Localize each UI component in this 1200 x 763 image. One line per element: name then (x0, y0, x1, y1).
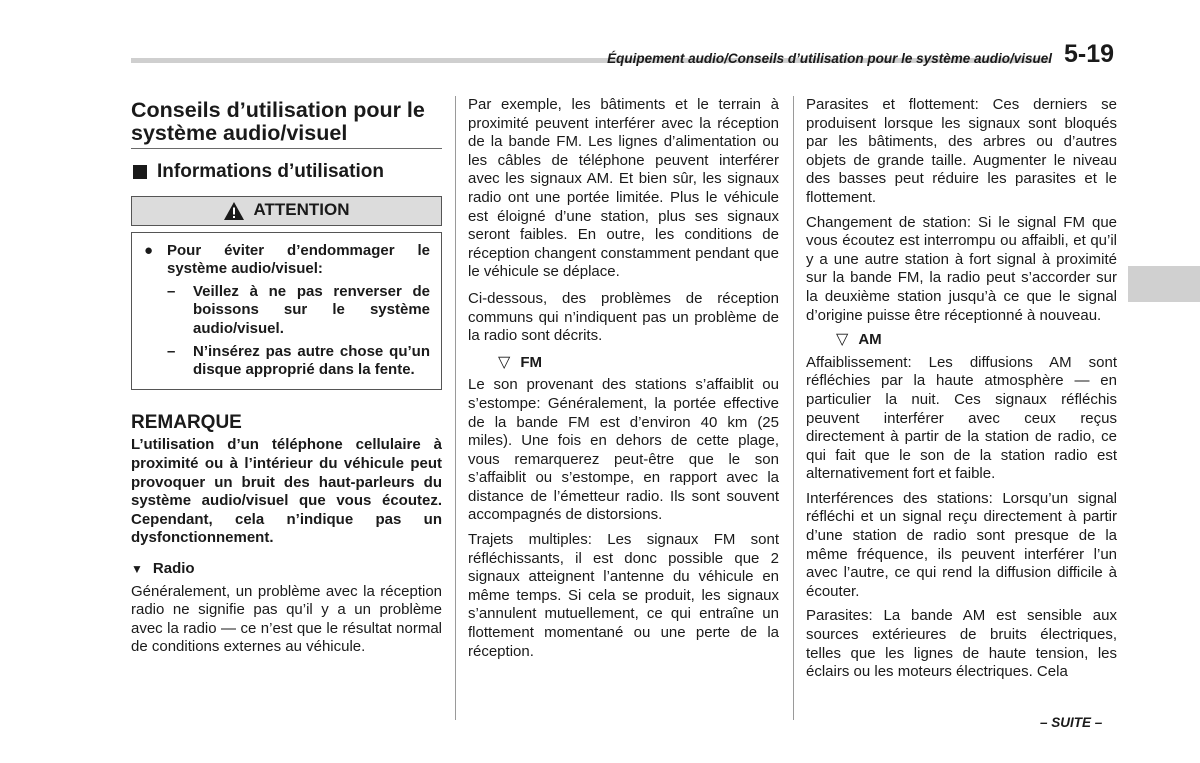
subsection-heading (131, 163, 442, 182)
column-3 (806, 96, 1117, 688)
triangle-outline-icon: ▽ (836, 331, 849, 349)
column-divider (455, 96, 456, 720)
am-heading (836, 331, 1117, 350)
attention-sub-item-text: Veillez à ne pas renverser de boissons sur le système audio/visuel. (193, 282, 430, 337)
radio-heading (131, 560, 442, 579)
fm-title: FM (520, 353, 542, 371)
triangle-outline-icon: ▽ (498, 353, 511, 371)
radio-title: Radio (152, 559, 195, 577)
attention-header (131, 196, 442, 226)
attention-item-text: Pour éviter d’endommager le système audio/visuel: (167, 241, 430, 278)
column-divider (793, 96, 794, 720)
running-header: Équipement audio/Conseils d’utilisation pour le système audio/visuel (607, 51, 1052, 66)
triangle-down-icon: ▼ (131, 561, 143, 576)
paragraph: Le son provenant des stations s’affaiblit ou s’estompe: Généralement, la portée effective de la bande FM est d’environ 40 km (25 miles). Une fois en dehors de cette plage, vous remarquerez peut-être que le son s’affaiblit ou s’estompe, en rapport avec la distance de l’émetteur radio. Ils sont souvent accompagnés de distorsions. (468, 376, 779, 524)
am-title: AM (858, 331, 882, 349)
square-bullet-icon (133, 165, 147, 179)
paragraph: Affaiblissement: Les diffusions AM sont réfléchies par la haute atmosphère — en particulier la nuit. Ces signaux réfléchis peuvent interférer avec ceux reçus directement à partir de la station de radio, ce qui fait que le son de la station radio est alternativement fort et faible. (806, 353, 1117, 483)
subsection-title: Informations d’utilisation (157, 161, 384, 182)
paragraph: Parasites: La bande AM est sensible aux sources extérieures de bruits électriques, telles que les lignes de haute tension, les éclairs ou les moteurs électriques. Cela (806, 607, 1117, 681)
attention-sub-item-text: N’insérez pas autre chose qu’un disque approprié dans la fente. (193, 342, 430, 379)
attention-sub-item (140, 343, 430, 380)
dash-marker: – (167, 342, 176, 360)
paragraph: Parasites et flottement: Ces derniers se produisent lorsque les signaux sont bloqués par les bâtiments, des arbres ou d’autres objets de grande taille. Augmenter le niveau des basses peut réduire les parasites et le flottement. (806, 96, 1117, 206)
dash-marker: – (167, 282, 176, 300)
column-1 (131, 96, 442, 663)
continued-label: – SUITE – (1040, 715, 1103, 730)
page-number: 5-19 (1064, 40, 1115, 68)
remarque-heading: REMARQUE (131, 411, 242, 433)
bullet-icon: ● (144, 241, 154, 259)
attention-item (140, 242, 430, 279)
paragraph: Généralement, un problème avec la réception radio ne signifie pas qu’il y a un problème avec la radio — ce n’est que le résultat normal de conditions externes au véhicule. (131, 582, 442, 656)
remarque-text: L’utilisation d’un téléphone cellulaire à proximité ou à l’intérieur du véhicule peut provoquer un bruit des haut-parleurs du système audio/visuel que vous écoutez. Cependant, cela n’indique pas un dysfonctionnement. (131, 436, 442, 547)
paragraph: Par exemple, les bâtiments et le terrain à proximité peuvent interférer avec la réception de la bande FM. Les lignes d’alimentation ou les câbles de téléphone peuvent interférer avec les signaux AM. Et bien sûr, les signaux radio ont une portée limitée. Plus le véhicule est éloigné d’une station, plus ses signaux seront faibles. En outre, les conditions de réception changent constamment pendant que le véhicule se déplace. (468, 96, 779, 281)
warning-icon (223, 201, 245, 221)
fm-heading (498, 354, 779, 373)
section-title: Conseils d’utilisation pour le système audio/visuel (131, 96, 442, 149)
attention-box (131, 232, 442, 390)
chapter-tab (1128, 266, 1200, 302)
attention-label: ATTENTION (253, 200, 350, 220)
paragraph: Ci-dessous, des problèmes de réception communs qui n’indiquent pas un problème de la radio sont décrits. (468, 289, 779, 345)
paragraph: Changement de station: Si le signal FM que vous écoutez est interrompu ou affaibli, et qu’il y a une autre station à fort signal à proximité sur la bande FM, la radio peut s’accorder sur la deuxième station jusqu’à ce que le signal d’origine puisse être réceptionné à nouveau. (806, 213, 1117, 324)
paragraph: Interférences des stations: Lorsqu’un signal réfléchi et un signal reçu directement à partir d’une station de radio sont presque de la même fréquence, ils peuvent interférer l’un avec l’autre, ce qui rend la diffusion difficile à écouter. (806, 489, 1117, 600)
paragraph: Trajets multiples: Les signaux FM sont réfléchissants, il est donc possible que 2 signaux atteignent l’antenne du véhicule en même temps. Si cela se produit, les signaux s’annulent mutuellement, ce qui entraîne un flottement momentané ou une perte de la réception. (468, 531, 779, 660)
column-2 (468, 96, 779, 667)
attention-sub-item (140, 283, 430, 339)
